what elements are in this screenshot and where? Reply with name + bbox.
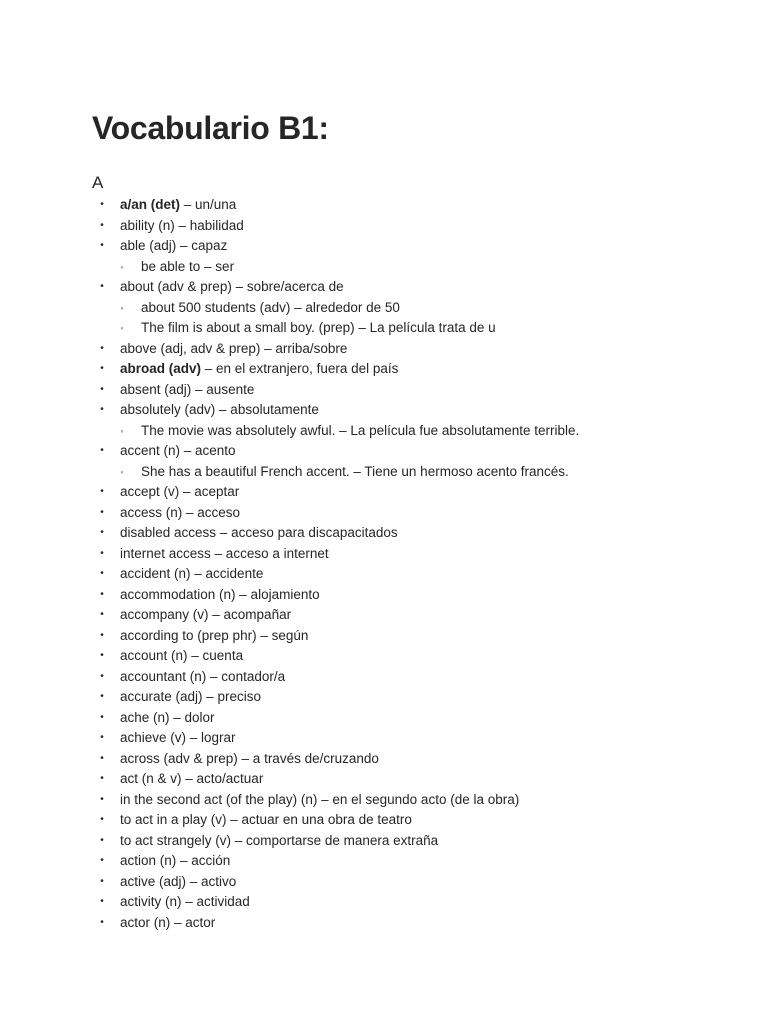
vocab-entry-text <box>120 195 236 216</box>
vocab-translation: absolutely (adv) – absolutamente <box>120 402 319 417</box>
vocab-example-item <box>0 318 768 339</box>
bullet-icon: • <box>100 629 104 641</box>
vocab-entry-text <box>120 851 230 872</box>
bullet-icon: • <box>100 752 104 764</box>
bullet-icon: • <box>100 547 104 559</box>
vocab-translation: about (adv & prep) – sobre/acerca de <box>120 279 344 294</box>
vocab-list-item <box>0 872 768 893</box>
bullet-icon: • <box>100 875 104 887</box>
vocab-entry-text <box>120 913 215 934</box>
bullet-icon: • <box>100 199 104 210</box>
vocab-list-item <box>0 482 768 503</box>
bullet-icon: • <box>100 916 104 928</box>
vocab-translation: ache (n) – dolor <box>120 709 215 725</box>
bullet-icon: • <box>100 793 104 805</box>
bullet-icon: • <box>100 568 104 579</box>
vocab-entry-text <box>120 523 398 544</box>
vocab-list-item <box>0 339 768 360</box>
vocab-translation: disabled access – acceso para discapacitados <box>120 525 398 540</box>
vocab-translation: in the second act (of the play) (n) – en el segundo acto (de la obra) <box>120 791 520 807</box>
vocab-translation: able (adj) – capaz <box>120 238 228 253</box>
vocab-entry-text <box>120 605 291 626</box>
vocab-list-item <box>0 749 768 770</box>
vocab-translation: ability (n) – habilidad <box>120 217 244 233</box>
vocab-example-item <box>0 462 768 483</box>
vocab-translation: – un/una <box>180 197 237 212</box>
vocab-list-item <box>0 790 768 811</box>
vocab-entry-text <box>141 257 234 278</box>
vocab-entry-text <box>120 585 320 606</box>
bullet-icon: • <box>100 383 104 395</box>
vocab-list-item <box>0 585 768 606</box>
vocab-list-item <box>0 913 768 934</box>
bullet-icon: • <box>100 445 104 456</box>
vocab-list-item <box>0 503 768 524</box>
vocab-list-item <box>0 667 768 688</box>
vocab-headword: abroad (adv) <box>120 361 202 376</box>
vocab-list-item <box>0 708 768 729</box>
vocab-translation: account (n) – cuenta <box>120 648 244 663</box>
vocab-entry-text <box>120 790 519 811</box>
vocab-entry-text <box>141 318 496 339</box>
vocab-entry-text <box>120 667 285 688</box>
vocab-translation: accommodation (n) – alojamiento <box>120 586 320 602</box>
vocab-entry-text <box>120 400 319 421</box>
vocab-list-item <box>0 544 768 565</box>
vocab-entry-text <box>120 544 329 565</box>
vocab-list-item <box>0 605 768 626</box>
vocab-entry-text <box>120 626 308 647</box>
vocab-list-item <box>0 831 768 852</box>
hollow-bullet-icon: ◦ <box>120 302 124 313</box>
vocab-translation: accompany (v) – acompañar <box>120 607 292 622</box>
vocab-translation: The film is about a small boy. (prep) – La película trata de u <box>141 320 496 335</box>
vocab-entry-text <box>120 728 236 749</box>
bullet-icon: • <box>100 609 104 620</box>
vocab-list-item <box>0 400 768 421</box>
vocab-translation: action (n) – acción <box>120 853 231 868</box>
bullet-icon: • <box>100 342 104 354</box>
vocabulary-list <box>0 195 768 933</box>
vocab-translation: The movie was absolutely awful. – La película fue absolutamente terrible. <box>141 422 580 438</box>
vocab-example-item <box>0 257 768 278</box>
vocab-translation: be able to – ser <box>141 258 235 274</box>
bullet-icon: • <box>100 711 104 723</box>
vocab-entry-text <box>120 564 263 585</box>
hollow-bullet-icon: ◦ <box>120 323 124 333</box>
vocab-translation: accurate (adj) – preciso <box>120 689 262 704</box>
vocab-translation: absent (adj) – ausente <box>120 381 255 397</box>
vocab-list-item <box>0 626 768 647</box>
vocab-translation: achieve (v) – lograr <box>120 730 236 745</box>
bullet-icon: • <box>100 814 104 825</box>
vocab-entry-text <box>120 892 250 913</box>
vocab-translation: – en el extranjero, fuera del país <box>201 361 399 376</box>
vocab-translation: about 500 students (adv) – alrededor de 50 <box>141 299 400 315</box>
hollow-bullet-icon: ◦ <box>120 466 124 477</box>
vocab-entry-text <box>120 236 227 257</box>
vocab-translation: accountant (n) – contador/a <box>120 668 286 684</box>
vocab-translation: above (adj, adv & prep) – arriba/sobre <box>120 340 348 356</box>
vocab-translation: actor (n) – actor <box>120 914 216 930</box>
vocab-list-item <box>0 892 768 913</box>
vocab-translation: accept (v) – aceptar <box>120 484 240 499</box>
vocab-translation: act (n & v) – acto/actuar <box>120 771 264 786</box>
bullet-icon: • <box>100 855 104 866</box>
vocab-translation: access (n) – acceso <box>120 504 241 520</box>
page-title: Vocabulario B1: <box>92 110 329 146</box>
bullet-icon: • <box>100 486 104 497</box>
vocab-list-item <box>0 728 768 749</box>
vocab-entry-text <box>141 421 579 442</box>
bullet-icon: • <box>100 896 104 907</box>
vocab-entry-text <box>141 298 400 319</box>
bullet-icon: • <box>100 732 104 743</box>
vocab-list-item <box>0 687 768 708</box>
vocab-example-item <box>0 421 768 442</box>
vocab-list-item <box>0 216 768 237</box>
bullet-icon: • <box>100 773 104 784</box>
vocab-list-item <box>0 359 768 380</box>
vocab-entry-text <box>120 810 412 831</box>
vocab-entry-text <box>120 872 236 893</box>
bullet-icon: • <box>100 219 104 231</box>
vocab-list-item <box>0 769 768 790</box>
vocab-list-item <box>0 380 768 401</box>
vocab-entry-text <box>120 339 347 360</box>
bullet-icon: • <box>100 527 104 538</box>
vocab-entry-text <box>141 462 569 483</box>
bullet-icon: • <box>100 281 104 292</box>
vocab-entry-text <box>120 769 263 790</box>
vocab-translation: across (adv & prep) – a través de/cruzando <box>120 750 379 766</box>
vocab-translation: according to (prep phr) – según <box>120 627 309 643</box>
vocab-entry-text <box>120 503 240 524</box>
vocab-list-item <box>0 646 768 667</box>
vocab-translation: accent (n) – acento <box>120 443 236 458</box>
vocab-translation: activity (n) – actividad <box>120 894 250 909</box>
vocab-translation: accident (n) – accidente <box>120 566 264 581</box>
vocab-translation: to act strangely (v) – comportarse de manera extraña <box>120 832 439 848</box>
vocab-headword: a/an (det) <box>120 197 181 212</box>
vocab-translation: She has a beautiful French accent. – Tiene un hermoso acento francés. <box>141 463 569 479</box>
vocab-entry-text <box>120 441 236 462</box>
bullet-icon: • <box>100 670 104 682</box>
vocab-list-item <box>0 236 768 257</box>
vocab-list-item <box>0 195 768 216</box>
hollow-bullet-icon: ◦ <box>120 261 124 272</box>
vocab-list-item <box>0 441 768 462</box>
bullet-icon: • <box>100 404 104 415</box>
vocab-translation: internet access – acceso a internet <box>120 545 329 561</box>
vocab-entry-text <box>120 749 379 770</box>
vocab-example-item <box>0 298 768 319</box>
vocab-list-item <box>0 564 768 585</box>
vocab-list-item <box>0 277 768 298</box>
bullet-icon: • <box>100 240 104 251</box>
vocab-entry-text <box>120 482 239 503</box>
vocab-list-item <box>0 523 768 544</box>
vocab-translation: to act in a play (v) – actuar en una obra de teatro <box>120 812 412 827</box>
vocab-entry-text <box>120 687 261 708</box>
bullet-icon: • <box>100 650 104 661</box>
bullet-icon: • <box>100 363 104 374</box>
vocab-entry-text <box>120 359 398 380</box>
bullet-icon: • <box>100 691 104 702</box>
hollow-bullet-icon: ◦ <box>120 425 124 436</box>
bullet-icon: • <box>100 588 104 600</box>
vocab-entry-text <box>120 277 344 298</box>
bullet-icon: • <box>100 506 104 518</box>
vocab-entry-text <box>120 380 254 401</box>
section-letter: A <box>92 173 104 192</box>
vocab-entry-text <box>120 708 215 729</box>
bullet-icon: • <box>100 834 104 846</box>
vocab-entry-text <box>120 831 438 852</box>
vocab-entry-text <box>120 216 244 237</box>
vocab-list-item <box>0 810 768 831</box>
vocab-list-item <box>0 851 768 872</box>
vocab-translation: active (adj) – activo <box>120 873 237 889</box>
vocab-entry-text <box>120 646 243 667</box>
